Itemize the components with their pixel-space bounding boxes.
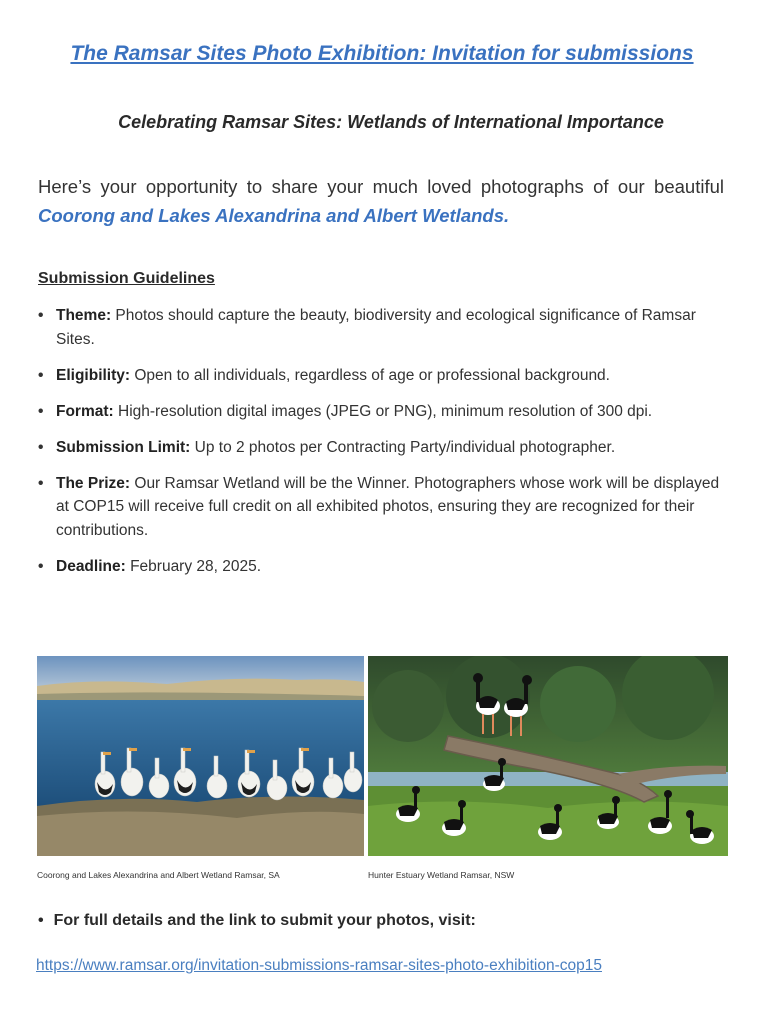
guideline-item-eligibility bbox=[38, 364, 728, 388]
photo-caption-left: Coorong and Lakes Alexandrina and Albert Wetland Ramsar, SA bbox=[37, 870, 280, 880]
guideline-term: Deadline: bbox=[56, 557, 126, 575]
guideline-item-submission-limit bbox=[38, 436, 728, 460]
guideline-text: Up to 2 photos per Contracting Party/individual photographer. bbox=[190, 438, 616, 456]
guideline-text: Our Ramsar Wetland will be the Winner. Photographers whose work will be displayed at COP15 will receive full credit on all exhibited photos, ensuring they are recognized for their contributions. bbox=[56, 474, 720, 539]
photo-geese-hunter-estuary bbox=[368, 656, 728, 856]
bullet-icon: • bbox=[38, 474, 44, 492]
submission-link[interactable]: https://www.ramsar.org/invitation-submissions-ramsar-sites-photo-exhibition-cop15 bbox=[36, 957, 602, 974]
guidelines-heading: Submission Guidelines bbox=[38, 270, 215, 287]
bullet-icon: • bbox=[38, 438, 44, 456]
guideline-item-format bbox=[38, 400, 728, 424]
bullet-icon: • bbox=[38, 557, 44, 575]
bullet-icon: • bbox=[38, 402, 44, 420]
intro-text: Here’s your opportunity to share your much loved photographs of our beautiful bbox=[38, 176, 724, 197]
page-subtitle: Celebrating Ramsar Sites: Wetlands of International Importance bbox=[118, 112, 664, 132]
guideline-term: Submission Limit: bbox=[56, 438, 191, 456]
pelicans-illustration bbox=[37, 656, 364, 856]
page-title: The Ramsar Sites Photo Exhibition: Invitation for submissions bbox=[70, 42, 694, 65]
bullet-icon: • bbox=[38, 366, 44, 384]
guideline-term: Format: bbox=[56, 402, 114, 420]
bullet-icon: • bbox=[38, 912, 44, 929]
details-text: For full details and the link to submit your photos, visit: bbox=[53, 912, 476, 929]
guideline-text: High-resolution digital images (JPEG or PNG), minimum resolution of 300 dpi. bbox=[113, 402, 653, 420]
photo-caption-right: Hunter Estuary Wetland Ramsar, NSW bbox=[368, 870, 515, 880]
guideline-item-deadline bbox=[38, 555, 728, 579]
details-line bbox=[38, 912, 476, 930]
bullet-icon: • bbox=[38, 307, 44, 324]
guideline-item-theme bbox=[38, 304, 728, 351]
intro-paragraph bbox=[38, 172, 724, 230]
geese-illustration bbox=[368, 656, 728, 856]
guideline-term: The Prize: bbox=[56, 474, 131, 492]
guideline-text: February 28, 2025. bbox=[125, 557, 262, 575]
guidelines-list bbox=[38, 304, 728, 591]
guideline-term: Theme: bbox=[56, 307, 112, 324]
guideline-term: Eligibility: bbox=[56, 366, 131, 384]
guideline-item-prize bbox=[38, 472, 728, 543]
guideline-text: Photos should capture the beauty, biodiversity and ecological significance of Ramsar Sites. bbox=[56, 307, 696, 348]
photo-pelicans-coorong bbox=[37, 656, 364, 856]
intro-highlight: Coorong and Lakes Alexandrina and Albert Wetlands. bbox=[38, 205, 510, 226]
guideline-text: Open to all individuals, regardless of age or professional background. bbox=[130, 366, 610, 384]
